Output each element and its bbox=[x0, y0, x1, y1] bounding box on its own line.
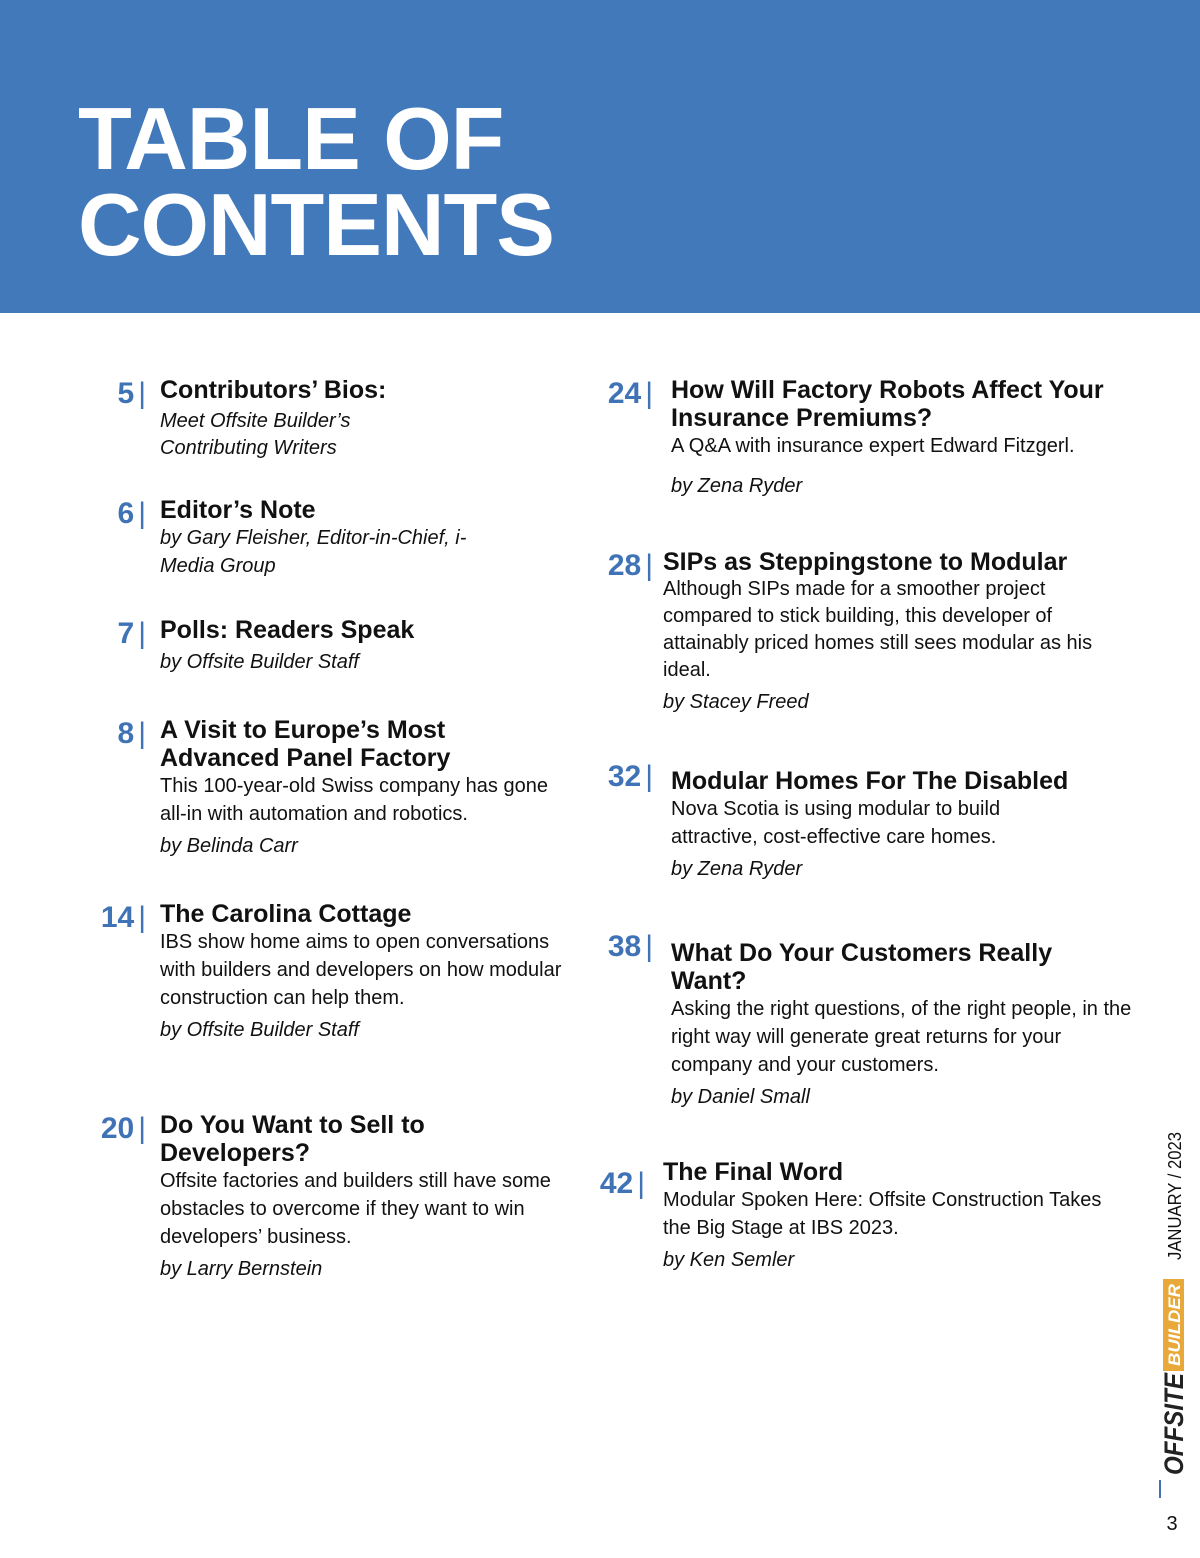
entry-byline: by Gary Fleisher, Editor-in-Chief, i-Media Group bbox=[160, 527, 467, 577]
entry-byline: by Offsite Builder Staff bbox=[160, 1019, 359, 1041]
page-number-label: 20 | bbox=[100, 1112, 146, 1145]
toc-entry-contributors[interactable] bbox=[117, 376, 570, 462]
toc-entry-final-word[interactable] bbox=[599, 1158, 1123, 1274]
page-number-label: 28 | bbox=[607, 549, 653, 582]
entry-description: Asking the right questions, of the right people, in the right way will generate great returns for your company and your customers. bbox=[671, 998, 1132, 1076]
entry-byline: by Larry Bernstein bbox=[160, 1258, 323, 1280]
entry-title[interactable]: What Do Your Customers Really Want? bbox=[671, 939, 1053, 995]
title-line-2: CONTENTS bbox=[78, 175, 554, 274]
entry-title[interactable]: The Final Word bbox=[663, 1158, 844, 1186]
entry-byline: by Ken Semler bbox=[663, 1249, 795, 1271]
entry-description: Offsite factories and builders still have some obstacles to overcome if they want to win developers’ business. bbox=[160, 1170, 551, 1248]
entry-byline: by Daniel Small bbox=[671, 1086, 810, 1108]
side-branding bbox=[1155, 1121, 1189, 1490]
logo-offsite-text: OFFSITE bbox=[1159, 1361, 1189, 1475]
entry-title[interactable]: How Will Factory Robots Affect Your Insurance Premiums? bbox=[671, 376, 1104, 432]
toc-entry-sips[interactable] bbox=[607, 548, 1123, 716]
page-number-label: 42 | bbox=[599, 1167, 645, 1200]
page-number-label: 6 | bbox=[117, 497, 146, 530]
entry-title[interactable]: Polls: Readers Speak bbox=[160, 616, 415, 644]
page-number-label: 24 | bbox=[607, 377, 653, 410]
page-number-label: 8 | bbox=[117, 717, 146, 750]
page-title bbox=[78, 89, 554, 274]
page-number-label: 38 | bbox=[607, 930, 653, 963]
entry-description: IBS show home aims to open conversations with builders and developers on how modular construction can help them. bbox=[160, 931, 562, 1009]
entry-description: Nova Scotia is using modular to build attractive, cost-effective care homes. bbox=[671, 798, 1001, 848]
entry-description: Meet Offsite Builder’s Contributing Writers bbox=[160, 410, 351, 459]
toc-entry-carolina-cottage[interactable] bbox=[100, 900, 570, 1044]
entry-description: This 100-year-old Swiss company has gone all-in with automation and robotics. bbox=[160, 775, 548, 825]
entry-title[interactable]: SIPs as Steppingstone to Modular bbox=[663, 548, 1068, 576]
entry-byline: by Zena Ryder bbox=[671, 858, 803, 880]
entry-description: Although SIPs made for a smoother project compared to stick building, this developer of attainably priced homes still sees modular as his ideal. bbox=[663, 578, 1093, 681]
page-number-label: 14 | bbox=[100, 901, 146, 934]
toc-entry-customers-want[interactable] bbox=[607, 930, 1136, 1111]
offsite-builder-logo bbox=[1155, 1121, 1189, 1490]
toc-entry-editors-note[interactable] bbox=[117, 496, 570, 580]
entry-description: A Q&A with insurance expert Edward Fitzgerl. bbox=[671, 435, 1075, 457]
logo-builder-text: BUILDER bbox=[1165, 1290, 1184, 1366]
toc-entry-sell-to-developers[interactable] bbox=[100, 1111, 570, 1283]
title-line-1: TABLE OF bbox=[78, 89, 504, 188]
entry-byline: by Offsite Builder Staff bbox=[160, 651, 359, 673]
entry-byline: by Zena Ryder bbox=[671, 475, 803, 497]
issue-date: JANUARY / 2023 bbox=[1165, 1121, 1185, 1260]
entry-title[interactable]: Editor’s Note bbox=[160, 496, 316, 524]
entry-title[interactable]: Modular Homes For The Disabled bbox=[671, 767, 1069, 795]
entry-byline: by Belinda Carr bbox=[160, 835, 298, 857]
entry-description: Modular Spoken Here: Offsite Construction Takes the Big Stage at IBS 2023. bbox=[663, 1189, 1102, 1239]
entry-byline: by Stacey Freed bbox=[663, 691, 809, 713]
toc-entry-factory-robots[interactable] bbox=[607, 376, 1136, 500]
header-banner bbox=[0, 0, 1200, 313]
toc-entry-modular-disabled[interactable] bbox=[607, 760, 1131, 883]
page-number-label: 5 | bbox=[117, 377, 146, 410]
entry-title[interactable]: Contributors’ Bios: bbox=[160, 376, 387, 404]
entry-title[interactable]: Do You Want to Sell to Developers? bbox=[160, 1111, 425, 1167]
page-number-label: 32 | bbox=[607, 760, 653, 793]
page-number-label: 7 | bbox=[117, 617, 146, 650]
toc-entry-europe-factory[interactable] bbox=[117, 716, 570, 860]
toc-entry-polls[interactable] bbox=[117, 616, 570, 676]
page-number: 3 bbox=[1166, 1513, 1178, 1535]
entry-title[interactable]: A Visit to Europe’s Most Advanced Panel Factory bbox=[160, 716, 451, 772]
entry-title[interactable]: The Carolina Cottage bbox=[160, 900, 412, 928]
